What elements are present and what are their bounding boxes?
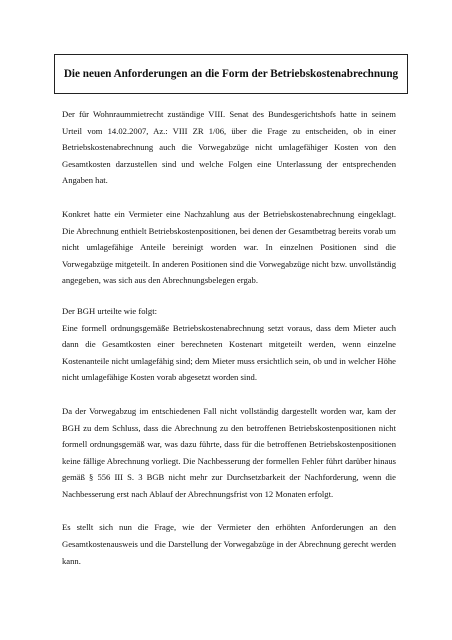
- paragraph-case: Konkret hatte ein Vermieter eine Nachzahlung aus der Betriebskostenabrechnung eingeklagt. Die Abrechnung enthielt Betriebskostenpositionen, bei denen der Gesamtbetrag bereits vorab um nicht umlagefähige Anteile bereinigt worden war. In einzelnen Positionen sind die Vorwegabzüge mitgeteilt. In anderen Positionen sind die Vorwegabzüge nicht bzw. unvollständig angegeben, was sich aus den Abrechnungsbelegen ergab.: [62, 208, 396, 286]
- document-title: Die neuen Anforderungen an die Form der Betriebskostenabrechnung: [63, 68, 399, 80]
- paragraph-intro: Der für Wohnraummietrecht zuständige VIII. Senat des Bundesgerichtshofs hatte in seinem Urteil vom 14.02.2007, Az.: VIII ZR 1/06, über die Frage zu entscheiden, ob in einer Betriebskostenabrechnung auch die Vorwegabzüge nicht umlagefähiger Kosten von den Gesamtkosten darzustellen sind und welche Folgen eine Unterlassung der entsprechenden Angaben hat.: [62, 109, 396, 186]
- paragraph-bgh-lead: Der BGH urteilte wie folgt:: [62, 305, 157, 316]
- document-body: [62, 106, 396, 585]
- title-box: [54, 54, 408, 94]
- paragraph-question: Es stellt sich nun die Frage, wie der Vermieter den erhöhten Anforderungen an den Gesamtkostenausweis und die Darstellung der Vorwegabzüge in der Abrechnung gerecht werden kann.: [62, 522, 396, 566]
- paragraph-consequence: Da der Vorwegabzug im entschiedenen Fall nicht vollständig dargestellt worden war, kam der BGH zu dem Schluss, dass die Abrechnung zu den betroffenen Betriebskostenpositionen nicht formell ordnungsgemäß war, was dazu führte, dass für die betroffenen Betriebskostenpositionen keine fällige Abrechnung vorliegt. Die Nachbesserung der formellen Fehler führt darüber hinaus gemäß § 556 III S. 3 BGB nicht mehr zur Durchsetzbarkeit der Nachforderung, wenn die Nachbesserung erst nach Ablauf der Abrechnungsfrist von 12 Monaten erfolgt.: [62, 405, 396, 499]
- paragraph-ruling: Eine formell ordnungsgemäße Betriebskostenabrechnung setzt voraus, dass dem Mieter auch dann die Gesamtkosten einer berechneten Kostenart mitgeteilt werden, wenn einzelne Kostenanteile nicht umlagefähig sind; dem Mieter muss ersichtlich sein, ob und in welcher Höhe nicht umlagefähige Kosten vorab abgesetzt worden sind.: [62, 322, 396, 383]
